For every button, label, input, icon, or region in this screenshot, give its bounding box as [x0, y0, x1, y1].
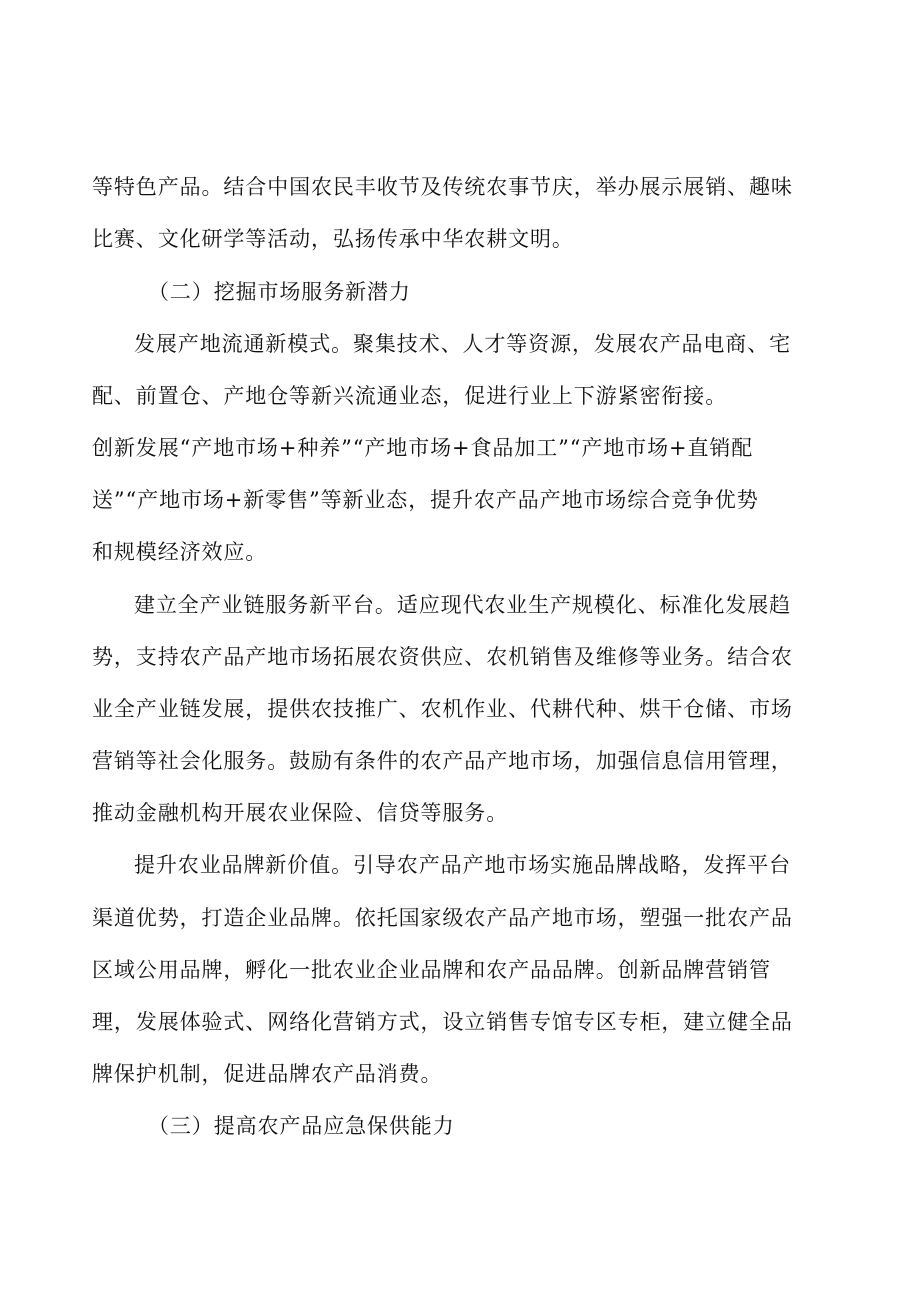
paragraph-line: 营销等社会化服务。鼓励有条件的农产品产地市场，加强信息信用管理， [92, 749, 793, 773]
paragraph-line: 送”“产地市场+新零售”等新业态，提升农产品产地市场综合竞争优势 [92, 488, 759, 512]
paragraph-line: 势，支持农产品产地市场拓展农资供应、农机销售及维修等业务。结合农 [92, 645, 793, 669]
paragraph-line: 配、前置仓、产地仓等新兴流通业态，促进行业上下游紧密衔接。 [92, 384, 728, 408]
section-heading: （三）提高农产品应急保供能力 [148, 1114, 455, 1138]
paragraph-line: 建立全产业链服务新平台。适应现代农业生产规模化、标准化发展趋 [134, 593, 791, 617]
paragraph-line: 创新发展“产地市场+种养”“产地市场+食品加工”“产地市场+直销配 [92, 436, 754, 460]
paragraph-line: 提升农业品牌新价值。引导农产品产地市场实施品牌战略，发挥平台 [134, 853, 791, 877]
section-heading: （二）挖掘市场服务新潜力 [148, 280, 411, 304]
text-line: 等特色产品。结合中国农民丰收节及传统农事节庆，举办展示展销、趣味 [92, 175, 793, 199]
paragraph-line: 牌保护机制，促进品牌农产品消费。 [92, 1062, 443, 1086]
paragraph-line: 发展产地流通新模式。聚集技术、人才等资源，发展农产品电商、宅 [134, 332, 791, 356]
paragraph-line: 渠道优势，打造企业品牌。依托国家级农产品产地市场，塑强一批农产品 [92, 906, 793, 930]
paragraph-line: 区域公用品牌，孵化一批农业企业品牌和农产品品牌。创新品牌营销管 [92, 958, 771, 982]
text-line: 比赛、文化研学等活动，弘扬传承中华农耕文明。 [92, 227, 574, 251]
paragraph-line: 推动金融机构开展农业保险、信贷等服务。 [92, 801, 509, 825]
paragraph-line: 理，发展体验式、网络化营销方式，设立销售专馆专区专柜，建立健全品 [92, 1010, 793, 1034]
paragraph-line: 和规模经济效应。 [92, 540, 268, 564]
paragraph-line: 业全产业链发展，提供农技推广、农机作业、代耕代种、烘干仓储、市场 [92, 697, 793, 721]
